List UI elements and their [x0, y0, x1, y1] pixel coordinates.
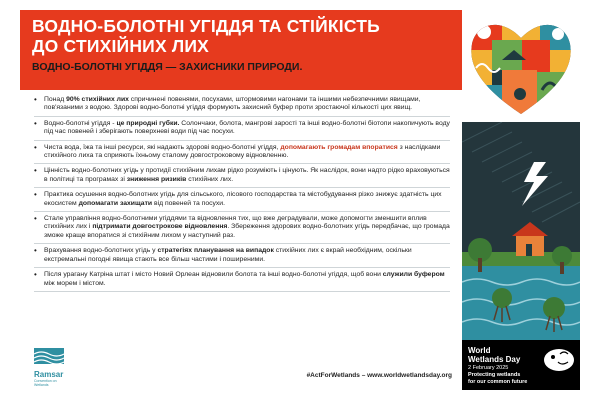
footer: [20, 360, 462, 390]
bullet-emphasis: підтримати довгострокове відновлення: [92, 223, 228, 231]
bullet-text: Понад: [44, 96, 67, 103]
bullet-highlight: допомагають громадам впоратися: [280, 143, 398, 151]
hashtag-link[interactable]: #ActForWetlands – www.worldwetlandsday.org: [306, 372, 452, 379]
ramsar-logo: [34, 348, 70, 388]
page-subtitle: ВОДНО-БОЛОТНІ УГІДДЯ — ЗАХИСНИКИ ПРИРОДИ.: [32, 61, 303, 73]
bullet-emphasis: допомагати захищати: [78, 199, 153, 207]
infographic-page: [20, 10, 580, 390]
bullet-text: стихійних лих.: [186, 175, 234, 183]
heart-mosaic-icon: [462, 10, 580, 122]
badge-slogan-line2: for our common future: [468, 378, 528, 385]
badge-date: 2 February 2025: [468, 365, 509, 371]
page-title-line1: ВОДНО-БОЛОТНІ УГІДДЯ ТА СТІЙКІСТЬ: [32, 16, 380, 36]
ramsar-wordmark: Ramsar: [34, 370, 64, 379]
world-wetlands-day-badge: [462, 340, 580, 390]
bullet-item: [34, 167, 450, 188]
bullet-text: з наслідками стихійного лиха та сприяють їхньому сталому довгостроковому відновленню.: [44, 143, 441, 160]
bullet-item: [34, 247, 450, 268]
badge-title-line2: Wetlands Day: [468, 355, 521, 364]
illustration-column: [462, 10, 580, 390]
content-area: [20, 90, 462, 390]
bullet-text: . Збереження здорових водно-болотних угідь передбачає, що громада зможе краще впоратися зі стихійним лихом у наступний раз.: [44, 223, 450, 239]
bullet-text: спричинені повенями, посухами, штормовими нагонами та іншими небезпечними явищами, пов'язаними з водою. Здорові водно-болотні угіддя формують захисний буфер проти зростаючої кількості цих явищ.: [44, 96, 421, 112]
storm-scene-illustration: [462, 122, 580, 340]
bullet-text: Цінність водно-болотних угідь у протидії стихійним лихам рідко розуміють і цінують. Як наслідок, вони надто рідко враховуються в політиці та програмах зі: [44, 167, 450, 183]
wetland-mascot-icon: [542, 346, 576, 372]
storm-wetland-scene: [462, 122, 580, 340]
bullet-item: [34, 215, 450, 244]
page-title-line2: ДО СТИХІЙНИХ ЛИХ: [32, 36, 210, 56]
bullet-text: Після урагану Катріна штат і місто Новий Орлеан відновили болота та інші водно-болотні угіддя, щоб вони: [44, 271, 383, 279]
bullet-text: Стале управління водно-болотними угіддями та відновлення тих, що вже деградували, може допомогти зменшити вплив стихійних лих і: [44, 215, 427, 231]
bullet-emphasis: 90% стихійних лих: [66, 96, 129, 103]
bullet-text: Чиста вода, їжа та інші ресурси, які надають здорові водно-болотні угіддя,: [44, 143, 281, 151]
bullet-item: [34, 144, 450, 165]
heart-illustration: [462, 10, 580, 122]
bullet-item: [34, 96, 450, 117]
bullet-emphasis: стратегіях планування на випадок: [157, 247, 274, 255]
bullet-emphasis: це природні губки.: [116, 119, 180, 127]
badge-title-line1: World: [468, 346, 491, 355]
bullet-emphasis: служили буфером: [382, 271, 445, 279]
ramsar-subtitle: Convention on Wetlands: [34, 379, 57, 387]
bullet-text: Практика осушення водно-болотних угідь для сільського, лісового господарства та містобудування різко знижує здатність цих екосистем: [44, 191, 442, 207]
bullet-text: Водно-болотні угіддя -: [44, 119, 117, 127]
badge-slogan-line1: Protecting wetlands: [468, 372, 521, 378]
header-banner: [20, 10, 462, 90]
bullet-text: стихійних лих є вкрай необхідним, оскільки екстремальні погодні явища стають все більш частими і поширеними.: [44, 247, 412, 263]
bullet-item: [34, 271, 450, 292]
bullet-text: Солончаки, болота, мангрові зарості та інші водно-болотні біотопи накопичують воду під час повеней і зберігають поверхневі води під час посухи.: [44, 119, 450, 136]
bullet-emphasis: зниження ризиків: [126, 175, 187, 183]
ramsar-wave-icon: [34, 348, 64, 364]
bullet-text: від повеней та посухи.: [152, 199, 225, 207]
bullet-text: Врахування водно-болотних угідь у: [44, 247, 158, 255]
bullet-text: між морем і містом.: [44, 279, 106, 287]
bullet-list: [34, 96, 450, 292]
bullet-item: [34, 120, 450, 141]
bullet-item: [34, 191, 450, 212]
